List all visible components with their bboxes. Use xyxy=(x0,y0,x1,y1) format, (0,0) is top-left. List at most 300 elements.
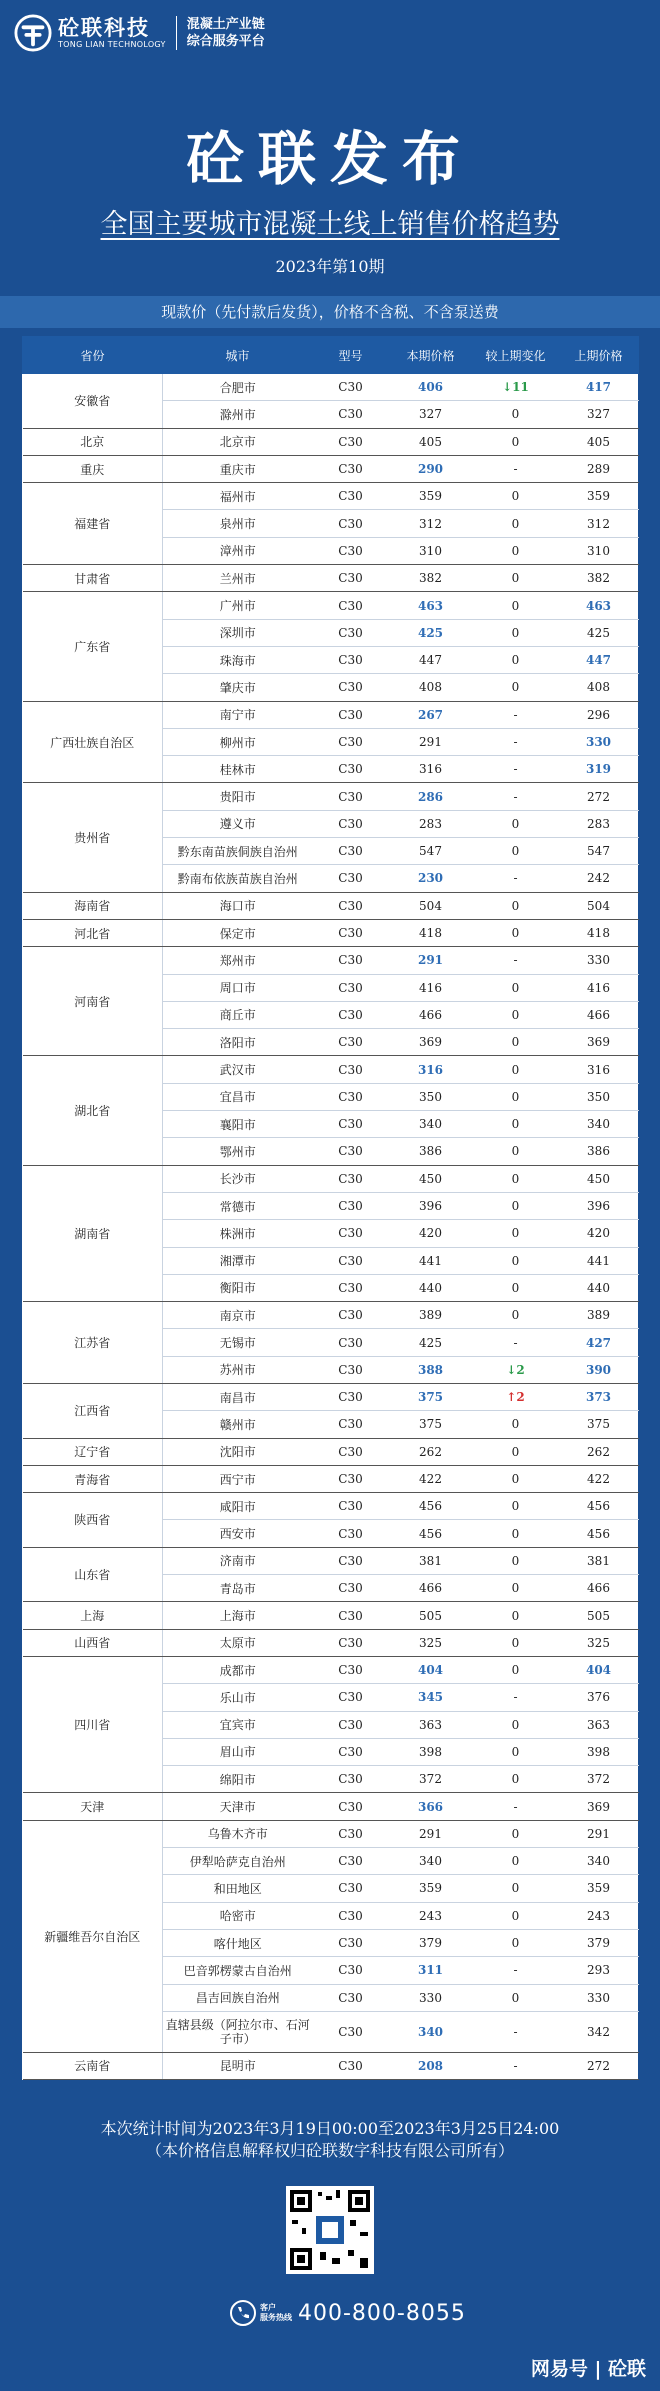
current-price-cell: 366 xyxy=(389,1793,473,1820)
price-table xyxy=(22,336,639,2080)
current-price-cell: 310 xyxy=(389,537,473,564)
previous-price-cell: 283 xyxy=(559,810,639,837)
current-price-cell: 325 xyxy=(389,1629,473,1656)
city-cell: 乌鲁木齐市 xyxy=(163,1820,313,1847)
previous-price-cell: 418 xyxy=(559,919,639,946)
header-province: 省份 xyxy=(23,337,163,374)
change-cell: 0 xyxy=(473,510,559,537)
current-price-cell: 379 xyxy=(389,1929,473,1956)
header-city: 城市 xyxy=(163,337,313,374)
city-cell: 鄂州市 xyxy=(163,1138,313,1165)
change-cell: 0 xyxy=(473,1274,559,1301)
province-cell: 江西省 xyxy=(23,1383,163,1438)
table-row xyxy=(23,783,639,810)
company-name-cn: 砼联科技 xyxy=(58,16,150,40)
current-price-cell: 340 xyxy=(389,2011,473,2052)
table-body xyxy=(23,374,639,2080)
current-price-cell: 311 xyxy=(389,1957,473,1984)
table-row xyxy=(23,1302,639,1329)
change-cell: ↑2 xyxy=(473,1383,559,1410)
grade-cell: C30 xyxy=(313,1083,389,1110)
previous-price-cell: 289 xyxy=(559,455,639,482)
current-price-cell: 312 xyxy=(389,510,473,537)
grade-cell: C30 xyxy=(313,537,389,564)
city-cell: 巴音郭楞蒙古自治州 xyxy=(163,1957,313,1984)
current-price-cell: 440 xyxy=(389,1274,473,1301)
city-cell: 西安市 xyxy=(163,1520,313,1547)
change-cell: 0 xyxy=(473,1001,559,1028)
current-price-cell: 382 xyxy=(389,565,473,592)
province-cell: 江苏省 xyxy=(23,1302,163,1384)
previous-price-cell: 262 xyxy=(559,1438,639,1465)
change-cell: 0 xyxy=(473,1411,559,1438)
city-cell: 兰州市 xyxy=(163,565,313,592)
previous-price-cell: 422 xyxy=(559,1465,639,1492)
province-cell: 贵州省 xyxy=(23,783,163,892)
change-cell: - xyxy=(473,947,559,974)
stats-period: 本次统计时间为2023年3月19日00:00至2023年3月25日24:00 xyxy=(100,2119,560,2138)
city-cell: 伊犁哈萨克自治州 xyxy=(163,1848,313,1875)
grade-cell: C30 xyxy=(313,1629,389,1656)
table-row xyxy=(23,428,639,455)
city-cell: 合肥市 xyxy=(163,374,313,401)
city-cell: 南宁市 xyxy=(163,701,313,728)
company-name-en: TONG LIAN TECHNOLOGY xyxy=(58,40,166,49)
previous-price-cell: 310 xyxy=(559,537,639,564)
grade-cell: C30 xyxy=(313,1793,389,1820)
change-cell: 0 xyxy=(473,483,559,510)
grade-cell: C30 xyxy=(313,2052,389,2079)
previous-price-cell: 416 xyxy=(559,974,639,1001)
province-cell: 广西壮族自治区 xyxy=(23,701,163,783)
previous-price-cell: 386 xyxy=(559,1138,639,1165)
city-cell: 苏州市 xyxy=(163,1356,313,1383)
city-cell: 遵义市 xyxy=(163,810,313,837)
previous-price-cell: 466 xyxy=(559,1001,639,1028)
grade-cell: C30 xyxy=(313,865,389,892)
grade-cell: C30 xyxy=(313,674,389,701)
grade-cell: C30 xyxy=(313,974,389,1001)
previous-price-cell: 547 xyxy=(559,838,639,865)
current-price-cell: 350 xyxy=(389,1083,473,1110)
city-cell: 济南市 xyxy=(163,1547,313,1574)
change-cell: 0 xyxy=(473,619,559,646)
city-cell: 长沙市 xyxy=(163,1165,313,1192)
current-price-cell: 505 xyxy=(389,1602,473,1629)
previous-price-cell: 420 xyxy=(559,1220,639,1247)
province-cell: 重庆 xyxy=(23,455,163,482)
table-row xyxy=(23,1165,639,1192)
grade-cell: C30 xyxy=(313,1848,389,1875)
previous-price-cell: 293 xyxy=(559,1957,639,1984)
header xyxy=(0,0,660,70)
change-cell: 0 xyxy=(473,1138,559,1165)
change-cell: 0 xyxy=(473,537,559,564)
current-price-cell: 330 xyxy=(389,1984,473,2011)
table-row xyxy=(23,374,639,401)
change-cell: 0 xyxy=(473,810,559,837)
city-cell: 保定市 xyxy=(163,919,313,946)
previous-price-cell: 242 xyxy=(559,865,639,892)
previous-price-cell: 342 xyxy=(559,2011,639,2052)
current-price-cell: 547 xyxy=(389,838,473,865)
city-cell: 湘潭市 xyxy=(163,1247,313,1274)
change-cell: 0 xyxy=(473,565,559,592)
current-price-cell: 425 xyxy=(389,619,473,646)
city-cell: 宜昌市 xyxy=(163,1083,313,1110)
table-row xyxy=(23,1547,639,1574)
change-cell: 0 xyxy=(473,401,559,428)
previous-price-cell: 330 xyxy=(559,1984,639,2011)
previous-price-cell: 272 xyxy=(559,2052,639,2079)
current-price-cell: 316 xyxy=(389,1056,473,1083)
grade-cell: C30 xyxy=(313,1602,389,1629)
page-subtitle: 全国主要城市混凝土线上销售价格趋势 xyxy=(100,209,560,240)
city-cell: 沈阳市 xyxy=(163,1438,313,1465)
grade-cell: C30 xyxy=(313,1329,389,1356)
city-cell: 宜宾市 xyxy=(163,1711,313,1738)
previous-price-cell: 319 xyxy=(559,756,639,783)
previous-price-cell: 405 xyxy=(559,428,639,455)
change-cell: 0 xyxy=(473,1220,559,1247)
city-cell: 咸阳市 xyxy=(163,1493,313,1520)
grade-cell: C30 xyxy=(313,428,389,455)
grade-cell: C30 xyxy=(313,1656,389,1683)
grade-cell: C30 xyxy=(313,1575,389,1602)
current-price-cell: 447 xyxy=(389,646,473,673)
grade-cell: C30 xyxy=(313,1111,389,1138)
grade-cell: C30 xyxy=(313,483,389,510)
current-price-cell: 340 xyxy=(389,1111,473,1138)
change-cell: - xyxy=(473,2052,559,2079)
previous-price-cell: 359 xyxy=(559,483,639,510)
city-cell: 黔南布依族苗族自治州 xyxy=(163,865,313,892)
city-cell: 洛阳市 xyxy=(163,1029,313,1056)
city-cell: 襄阳市 xyxy=(163,1111,313,1138)
change-cell: - xyxy=(473,756,559,783)
current-price-cell: 450 xyxy=(389,1165,473,1192)
grade-cell: C30 xyxy=(313,1738,389,1765)
table-row xyxy=(23,1656,639,1683)
company-logo xyxy=(14,14,265,52)
previous-price-cell: 389 xyxy=(559,1302,639,1329)
previous-price-cell: 369 xyxy=(559,1029,639,1056)
province-cell: 湖北省 xyxy=(23,1056,163,1165)
current-price-cell: 386 xyxy=(389,1138,473,1165)
current-price-cell: 290 xyxy=(389,455,473,482)
change-cell: 0 xyxy=(473,1493,559,1520)
city-cell: 武汉市 xyxy=(163,1056,313,1083)
previous-price-cell: 408 xyxy=(559,674,639,701)
change-cell: 0 xyxy=(473,1766,559,1793)
change-cell: 0 xyxy=(473,1875,559,1902)
city-cell: 福州市 xyxy=(163,483,313,510)
previous-price-cell: 291 xyxy=(559,1820,639,1847)
city-cell: 昆明市 xyxy=(163,2052,313,2079)
grade-cell: C30 xyxy=(313,1274,389,1301)
change-cell: 0 xyxy=(473,838,559,865)
city-cell: 直辖县级（阿拉尔市、石河子市） xyxy=(163,2011,313,2052)
province-cell: 山东省 xyxy=(23,1547,163,1602)
hotline-number: 400-800-8055 xyxy=(298,2300,466,2326)
change-cell: 0 xyxy=(473,1056,559,1083)
city-cell: 衡阳市 xyxy=(163,1274,313,1301)
city-cell: 赣州市 xyxy=(163,1411,313,1438)
qr-code[interactable] xyxy=(286,2186,374,2274)
grade-cell: C30 xyxy=(313,1247,389,1274)
change-cell: 0 xyxy=(473,1848,559,1875)
previous-price-cell: 441 xyxy=(559,1247,639,1274)
change-cell: 0 xyxy=(473,1711,559,1738)
city-cell: 昌吉回族自治州 xyxy=(163,1984,313,2011)
city-cell: 泉州市 xyxy=(163,510,313,537)
change-cell: - xyxy=(473,1793,559,1820)
previous-price-cell: 417 xyxy=(559,374,639,401)
table-row xyxy=(23,2052,639,2079)
grade-cell: C30 xyxy=(313,1411,389,1438)
previous-price-cell: 375 xyxy=(559,1411,639,1438)
grade-cell: C30 xyxy=(313,919,389,946)
current-price-cell: 408 xyxy=(389,674,473,701)
province-cell: 安徽省 xyxy=(23,374,163,429)
previous-price-cell: 425 xyxy=(559,619,639,646)
previous-price-cell: 363 xyxy=(559,1711,639,1738)
city-cell: 南京市 xyxy=(163,1302,313,1329)
province-cell: 山西省 xyxy=(23,1629,163,1656)
table-row xyxy=(23,565,639,592)
grade-cell: C30 xyxy=(313,1465,389,1492)
previous-price-cell: 330 xyxy=(559,947,639,974)
grade-cell: C30 xyxy=(313,1766,389,1793)
grade-cell: C30 xyxy=(313,374,389,401)
phone-icon xyxy=(230,2300,256,2326)
grade-cell: C30 xyxy=(313,701,389,728)
current-price-cell: 372 xyxy=(389,1766,473,1793)
change-cell: 0 xyxy=(473,919,559,946)
grade-cell: C30 xyxy=(313,1902,389,1929)
province-cell: 陕西省 xyxy=(23,1493,163,1548)
current-price-cell: 425 xyxy=(389,1329,473,1356)
previous-price-cell: 404 xyxy=(559,1656,639,1683)
header-current-price: 本期价格 xyxy=(389,337,473,374)
change-cell: 0 xyxy=(473,892,559,919)
city-cell: 成都市 xyxy=(163,1656,313,1683)
grade-cell: C30 xyxy=(313,1875,389,1902)
change-cell: 0 xyxy=(473,1902,559,1929)
current-price-cell: 420 xyxy=(389,1220,473,1247)
grade-cell: C30 xyxy=(313,401,389,428)
logo-divider xyxy=(176,16,177,50)
grade-cell: C30 xyxy=(313,1820,389,1847)
city-cell: 太原市 xyxy=(163,1629,313,1656)
change-cell: 0 xyxy=(473,1111,559,1138)
change-cell: 0 xyxy=(473,1984,559,2011)
city-cell: 珠海市 xyxy=(163,646,313,673)
grade-cell: C30 xyxy=(313,565,389,592)
current-price-cell: 375 xyxy=(389,1411,473,1438)
city-cell: 无锡市 xyxy=(163,1329,313,1356)
current-price-cell: 327 xyxy=(389,401,473,428)
previous-price-cell: 466 xyxy=(559,1575,639,1602)
grade-cell: C30 xyxy=(313,1056,389,1083)
current-price-cell: 345 xyxy=(389,1684,473,1711)
customer-hotline[interactable] xyxy=(230,2296,490,2330)
table-row xyxy=(23,1602,639,1629)
previous-price-cell: 340 xyxy=(559,1848,639,1875)
province-cell: 湖南省 xyxy=(23,1165,163,1301)
change-cell: - xyxy=(473,728,559,755)
grade-cell: C30 xyxy=(313,1383,389,1410)
previous-price-cell: 450 xyxy=(559,1165,639,1192)
grade-cell: C30 xyxy=(313,1957,389,1984)
change-cell: - xyxy=(473,865,559,892)
previous-price-cell: 396 xyxy=(559,1192,639,1219)
previous-price-cell: 330 xyxy=(559,728,639,755)
current-price-cell: 359 xyxy=(389,483,473,510)
city-cell: 株洲市 xyxy=(163,1220,313,1247)
grade-cell: C30 xyxy=(313,1493,389,1520)
table-row xyxy=(23,892,639,919)
previous-price-cell: 376 xyxy=(559,1684,639,1711)
change-cell: 0 xyxy=(473,1247,559,1274)
change-cell: 0 xyxy=(473,1192,559,1219)
previous-price-cell: 504 xyxy=(559,892,639,919)
table-row xyxy=(23,1629,639,1656)
grade-cell: C30 xyxy=(313,1029,389,1056)
table-row xyxy=(23,1438,639,1465)
hotline-label-1: 客户 xyxy=(260,2303,276,2312)
current-price-cell: 456 xyxy=(389,1520,473,1547)
change-cell: 0 xyxy=(473,1029,559,1056)
city-cell: 桂林市 xyxy=(163,756,313,783)
city-cell: 郑州市 xyxy=(163,947,313,974)
previous-price-cell: 325 xyxy=(559,1629,639,1656)
current-price-cell: 456 xyxy=(389,1493,473,1520)
province-cell: 云南省 xyxy=(23,2052,163,2079)
city-cell: 眉山市 xyxy=(163,1738,313,1765)
current-price-cell: 291 xyxy=(389,947,473,974)
city-cell: 滁州市 xyxy=(163,401,313,428)
previous-price-cell: 372 xyxy=(559,1766,639,1793)
city-cell: 绵阳市 xyxy=(163,1766,313,1793)
current-price-cell: 208 xyxy=(389,2052,473,2079)
table-header-row xyxy=(23,337,639,374)
city-cell: 周口市 xyxy=(163,974,313,1001)
city-cell: 天津市 xyxy=(163,1793,313,1820)
current-price-cell: 466 xyxy=(389,1001,473,1028)
grade-cell: C30 xyxy=(313,1547,389,1574)
city-cell: 喀什地区 xyxy=(163,1929,313,1956)
previous-price-cell: 359 xyxy=(559,1875,639,1902)
issue-period: 2023年第10期 xyxy=(275,257,385,276)
city-cell: 西宁市 xyxy=(163,1465,313,1492)
city-cell: 重庆市 xyxy=(163,455,313,482)
watermark: 网易号 | 砼联 xyxy=(530,2358,646,2380)
current-price-cell: 388 xyxy=(389,1356,473,1383)
change-cell: 0 xyxy=(473,674,559,701)
province-cell: 上海 xyxy=(23,1602,163,1629)
footer-notes xyxy=(0,2118,660,2162)
grade-cell: C30 xyxy=(313,728,389,755)
city-cell: 贵阳市 xyxy=(163,783,313,810)
previous-price-cell: 382 xyxy=(559,565,639,592)
slogan-line-2: 综合服务平台 xyxy=(186,34,265,49)
city-cell: 乐山市 xyxy=(163,1684,313,1711)
previous-price-cell: 340 xyxy=(559,1111,639,1138)
city-cell: 商丘市 xyxy=(163,1001,313,1028)
change-cell: 0 xyxy=(473,1575,559,1602)
province-cell: 广东省 xyxy=(23,592,163,701)
previous-price-cell: 312 xyxy=(559,510,639,537)
change-cell: 0 xyxy=(473,1929,559,1956)
province-cell: 河南省 xyxy=(23,947,163,1056)
grade-cell: C30 xyxy=(313,783,389,810)
current-price-cell: 243 xyxy=(389,1902,473,1929)
grade-cell: C30 xyxy=(313,1520,389,1547)
table-row xyxy=(23,947,639,974)
change-cell: 0 xyxy=(473,1520,559,1547)
current-price-cell: 340 xyxy=(389,1848,473,1875)
province-cell: 甘肃省 xyxy=(23,565,163,592)
change-cell: 0 xyxy=(473,592,559,619)
change-cell: 0 xyxy=(473,646,559,673)
current-price-cell: 359 xyxy=(389,1875,473,1902)
table-row xyxy=(23,919,639,946)
province-cell: 海南省 xyxy=(23,892,163,919)
header-change: 较上期变化 xyxy=(473,337,559,374)
previous-price-cell: 272 xyxy=(559,783,639,810)
city-cell: 北京市 xyxy=(163,428,313,455)
grade-cell: C30 xyxy=(313,619,389,646)
previous-price-cell: 369 xyxy=(559,1793,639,1820)
current-price-cell: 230 xyxy=(389,865,473,892)
grade-cell: C30 xyxy=(313,1302,389,1329)
previous-price-cell: 505 xyxy=(559,1602,639,1629)
change-cell: 0 xyxy=(473,1165,559,1192)
city-cell: 青岛市 xyxy=(163,1575,313,1602)
current-price-cell: 422 xyxy=(389,1465,473,1492)
change-cell: - xyxy=(473,455,559,482)
table-row xyxy=(23,1383,639,1410)
previous-price-cell: 350 xyxy=(559,1083,639,1110)
previous-price-cell: 379 xyxy=(559,1929,639,1956)
change-cell: 0 xyxy=(473,1656,559,1683)
city-cell: 哈密市 xyxy=(163,1902,313,1929)
province-cell: 天津 xyxy=(23,1793,163,1820)
current-price-cell: 463 xyxy=(389,592,473,619)
change-cell: 0 xyxy=(473,1738,559,1765)
header-previous-price: 上期价格 xyxy=(559,337,639,374)
current-price-cell: 286 xyxy=(389,783,473,810)
change-cell: 0 xyxy=(473,1465,559,1492)
header-grade: 型号 xyxy=(313,337,389,374)
previous-price-cell: 427 xyxy=(559,1329,639,1356)
grade-cell: C30 xyxy=(313,1438,389,1465)
copyright-note: （本价格信息解释权归砼联数字科技有限公司所有） xyxy=(145,2141,514,2160)
table-row xyxy=(23,1493,639,1520)
current-price-cell: 291 xyxy=(389,1820,473,1847)
city-cell: 和田地区 xyxy=(163,1875,313,1902)
city-cell: 南昌市 xyxy=(163,1383,313,1410)
city-cell: 柳州市 xyxy=(163,728,313,755)
grade-cell: C30 xyxy=(313,1192,389,1219)
table-row xyxy=(23,1793,639,1820)
grade-cell: C30 xyxy=(313,1165,389,1192)
table-row xyxy=(23,483,639,510)
slogan-line-1: 混凝土产业链 xyxy=(186,17,265,32)
table-row xyxy=(23,1465,639,1492)
previous-price-cell: 440 xyxy=(559,1274,639,1301)
